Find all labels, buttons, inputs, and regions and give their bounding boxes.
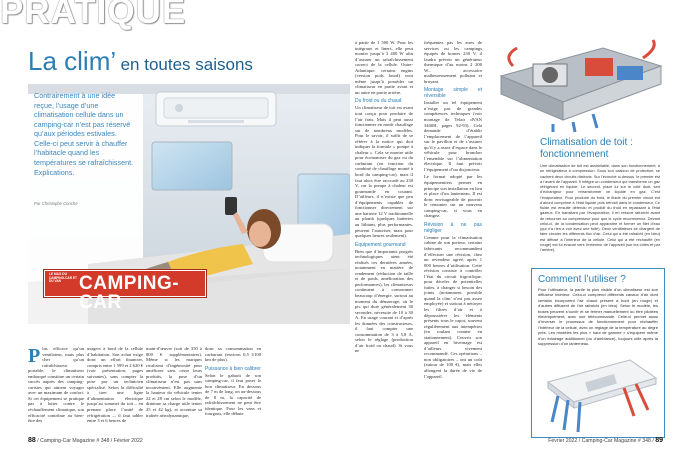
title-main: La clim’ bbox=[28, 46, 117, 76]
ac-cutaway-diagram bbox=[493, 36, 665, 134]
col4-text: donc sa consommation en carburant (environ 0,5 l/100 km de plus). bbox=[205, 346, 261, 363]
author-byline: Par Christophe Conche bbox=[34, 201, 78, 206]
page-number-right: 89 bbox=[655, 437, 663, 444]
col6-text-1: fréquentez pas les aires de services ou les campings équipés de bornes 230 V, il faudra prévoir un générateur thermique d’au moins 2 200 W... accessoire malheureusement polluant et bruyant. bbox=[424, 40, 482, 84]
logo-text: CAMPING-CAR bbox=[79, 273, 180, 313]
footer-left-mag: Camping-Car Magazine # 348 bbox=[40, 438, 110, 444]
body-column-4 bbox=[205, 346, 261, 419]
magazine-logo bbox=[44, 270, 206, 313]
logo-small-text: LE MAG DU CAMPING-CAR ET DU VAN bbox=[49, 272, 77, 284]
body-column-5 bbox=[355, 40, 413, 356]
heading-equipement: Équipement gourmand bbox=[355, 241, 406, 248]
heading-froid-chaud: Du froid ou du chaud bbox=[355, 98, 402, 105]
body-column-2 bbox=[87, 346, 143, 426]
body-column-6 bbox=[424, 40, 482, 381]
article-title bbox=[28, 48, 253, 74]
col1-text: lus efficace qu’un ventilateur, mais plus cher qu’un rafraîchisseur portable, le climatiseur embarqué constitue un certain succès auprès des camping-caristes qui aiment voyager avec un maximum de confort. Si cet équipement se pratique pas à lutter contre le réchauffement climatique, son efficacité contribue au bien-être des bbox=[28, 346, 84, 424]
body-column-1 bbox=[28, 346, 84, 424]
page-number-left: 88 bbox=[28, 437, 36, 444]
footer-left: 88 / Camping-Car Magazine # 348 / Février 2022 bbox=[28, 437, 143, 444]
diffuser-illustration bbox=[538, 352, 660, 436]
diagram-text: Une climatisation de toit est assimilable, dans son fonctionnement, à un réfrigérateur à compression. Sous son caisson de protection, se cachent deux circuits distincts. Sur l’écorché ci-dessus, le premier est à l’avant de l’appareil. Il intègre un condenseur qui transforme un gaz réfrigérant en liquide. Le second, placé lui sur le côté droit, sert d’échangeur pour retransformer ce liquide en gaz. C’est l’évaporateur. Pour produire du froid, le fluide du premier circuit est d’abord comprimé à l’état liquide puis refroidi dans le condenseur. Ce fluide est ensuite détendu et produit du froid en repassant à l’état gazeux. En transitant par l’évaporateur, il en ressort rafraîchi avant de retourner au compresseur pour que le cycle recommence. Devant celui-ci, de la condensation peut apparaître et former un filet d’eau (qui n’a rien à voir avec une fuite). Deux ventilateurs se chargent de faire circuler les différents flux d’air. Celui qui a été rafraîchi (en bleu) est diffusé à l’intérieur de la cellule. Celui qui a été réchauffé (en rouge) est lui évacué vers l’extérieur de l’appareil (sur les côtés et par l’arrière). bbox=[540, 163, 660, 253]
footer-right-date: Février 2022 bbox=[548, 438, 578, 444]
col2-text: usagers à bord de la cellule d’habitation. Son achat exige donc un effort financier, compris entre 1 599 et 2 620 € (voir présentation, pages suivantes), sans compter la pose par un technicien spécialisé. Selon la difficulté à tirer une ligne d’alimentation électrique jusqu’au sommet du toit – en prenant place l’unité de réfrigération –, il faut tabler entre 3 et 6 heures de bbox=[87, 346, 144, 424]
col3-text: main-d’œuvre (soit de 350 à 800 € supplémentaires). Même si les marques rivalisent d’ingéniosité pour améliorer sans cesse leurs produits, la pose d’un climatiseur n’est pas sans inconvénient. Elle augmente la hauteur du véhicule tenter 22 et 28 cm selon le modèle, diminue sa charge utile tenter 25 et 42 kg), et accentue sa traînée aérodynamique, bbox=[146, 346, 202, 418]
dropcap: P bbox=[28, 345, 41, 367]
col6-text-2: Installer un tel équipement n’exige pas de grandes compétences techniques (voir montage de Telair dVAN 3400H, pages 92-93). Cela demande d’établir l’emplacement de l’appareil sur le pavillon et de s’assurer qu’il y a assez d’espace dans le véhicule pour brancher l’ensemble sur l’alimentation électrique. Il faut prévoir l’équipement d’un disjoncteur. bbox=[424, 100, 482, 172]
heading-montage: Montage simple et réversible bbox=[424, 87, 482, 100]
col5-text-3: Bien que d’importants progrès technologiques aient été réalisés ces dernières années, notamment en matière de rendement (réduction de taille et de poids, amélioration des performances), les climatiseurs continuent à consommer beaucoup d’énergie, surtout au moment du démarrage, où le pic qui dure généralement 30 secondes, nécessite de 10 à 30 A. En usage courant et d’après les données des constructeurs, il faut compter une consommation de 3 à 5,8 A, selon le réglage (production d’air froid ou chaud). Si vous ne bbox=[355, 248, 413, 354]
title-sub: en toutes saisons bbox=[120, 55, 253, 74]
diagram-title: Climatisation de toit : fonctionnement bbox=[540, 137, 633, 160]
col4-text-2: Selon le gabarit de son camping-car, il faut poser le bon climatiseur. En dessous de 7 m de long, on au-dessous de 8 m, la capacité de rafraîchissement ne peut être identique. Pour les vans et fourgons, elle débute bbox=[205, 372, 261, 417]
heading-revision: Révision à ne pas négliger bbox=[424, 221, 482, 234]
heading-puissance: Puissance à bien calibrer bbox=[205, 365, 261, 372]
usage-box-title: Comment l’utiliser ? bbox=[538, 274, 626, 285]
lead-paragraph: Contrairement à une idée reçue, l’usage d’une climatisation cellule dans un camping-car n’est pas réservé qu’aux périodes estivales. Celle-ci peut servir à chauffer l’habitacle quand les températures se rafraîchissent. Explications. bbox=[34, 91, 134, 177]
footer-right: Février 2022 / Camping-Car Magazine # 348 / 89 bbox=[548, 437, 663, 444]
footer-left-date: Février 2022 bbox=[113, 438, 143, 444]
section-header: PRATIQUE bbox=[0, 0, 187, 31]
col5-text-1: à partir de 1 500 W. Pour les intégraux et liners, elle peut monter jusqu’à 3 400 W afin d’assurer un rafraîchissement correct de la cellule. Outre-Atlantique, certains engins (version pods lourd) vont même jusqu’à posséder un climatiseur en partie avant et un autre en partie arrière. bbox=[355, 40, 413, 95]
col5-text-2: Un climatiseur de toit est avant tout conçu pour produire de l’air frais. Mais il peut aussi fonctionner en mode chauffage sur de nombreux modèles. Pour le savoir, il suffit de se référer à la notice qui doit indiquer la formule « pompe à chaleur ». Cela se montre utile pour économiser du gaz ou du carburant (en fonction du combiné de chauffage monté à bord du camping-car), mais il faut alors être raccordé au 230 V, car la pompe à chaleur est gourmande en courant. D’ailleurs, il n’existe que peu d’équipements capables de fonctionner directement sur une batterie 12 V traditionnelle au plomb (quelques batteries au lithium, plus performantes, peuvent l’autoriser, mais pour quelques heures seulement). bbox=[355, 105, 413, 239]
usage-box bbox=[531, 268, 665, 438]
col6-text-3: Le format adopté par les équipementiers permet en principe son installation en lieu et place d’un lanterneau. Il est donc envisageable de pouvoir le remonter sur un nouveau camping-car, si vous en changez. bbox=[424, 174, 482, 219]
usage-box-text: Pour l’utilisateur, la partie la plus visible d’un climatiseur est son diffuseur intérieur. Celui-ci comprend différents canaux d’air dont certains incorporent l’air chaud présent à bord (en rouge) et d’autres diffusent de l’air rafraîchi (en bleu). Selon le modèle, les buses peuvent s’ouvrir et se fermer manuellement ou être pilotées électriquement, avec une télécommande. Celle-ci permet aussi d’inverser le processus de fonctionnement pour réchauffer l’intérieur de la cellule, avec un réglage de la température au degré près. Les modèles les plus « haut de gamme » s’équipent même d’un éclairage additionnel (ou d’ambiance), toujours utile après la suppression d’un lanterneau. bbox=[538, 287, 658, 346]
footer-right-mag: Camping-Car Magazine # 348 bbox=[581, 438, 651, 444]
body-column-3 bbox=[146, 346, 202, 420]
col6-text-4: Comme pour la climatisation cabine de son porteur, certains fabricants recommandent d’effectuer une révision, chez un revendeur agréé, après 1 000 heures d’utilisation. Cette révision consiste à contrôler l’état du circuit frigorifique, pour déceler de potentielles fuites, à changer si besoin des joints (notamment possible quand la clim’ n’est pas assez employée) et surtout à nettoyer les filtres d’air et à dépoussiérer les éléments présents sous le capot, souvent régulièrement aux intempéries (en roulant comme en stationnement). Couvrir son appareil en hivernage est d’ailleurs vivement recommandé. Ces opérations – non obligatoires – ont un coût (autour de 100 €), mais elles allongent la durée de vie de l’appareil. bbox=[424, 234, 482, 379]
